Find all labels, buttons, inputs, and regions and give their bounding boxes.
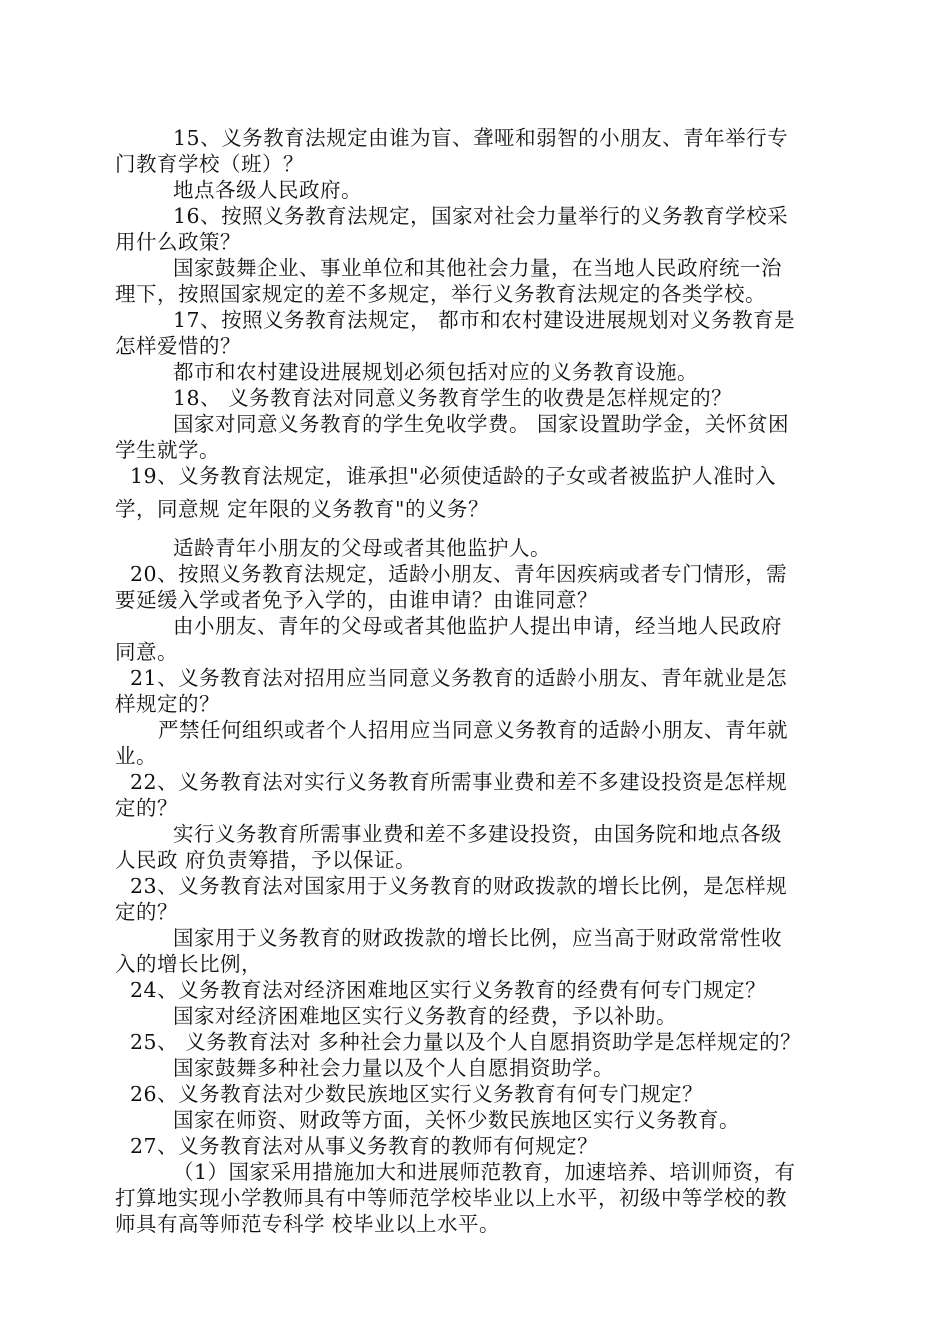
question-16-line-2: 用什么政策？ [115,230,241,254]
question-20-line-2: 要延缓入学或者免予入学的，由谁申请？由谁同意？ [115,588,598,612]
answer-18-line-1: 国家对同意义务教育的学生免收学费。 国家设置助学金，关怀贫困 [173,412,790,436]
answer-20-line-2: 同意。 [115,640,178,664]
answer-27-line-2: 打算地实现小学教师具有中等师范学校毕业以上水平，初级中等学校的教 [115,1186,787,1210]
question-20-line-1: 20、按照义务教育法规定，适龄小朋友、青年因疾病或者专门情形，需 [130,562,788,586]
question-19-line-1: 19、义务教育法规定，谁承担"必须使适龄的子女或者被监护人准时入 [130,464,777,488]
question-19-line-2: 学，同意规 定年限的义务教育"的义务？ [115,497,489,521]
question-17-line-1: 17、按照义务教育法规定， 都市和农村建设进展规划对义务教育是 [173,308,796,332]
answer-27-line-3: 师具有高等师范专科学 校毕业以上水平。 [115,1212,501,1236]
answer-16-line-1: 国家鼓舞企业、事业单位和其他社会力量，在当地人民政府统一治 [173,256,782,280]
answer-25-line-1: 国家鼓舞多种社会力量以及个人自愿捐资助学。 [173,1056,614,1080]
question-21-line-2: 样规定的？ [115,692,220,716]
question-27-line-1: 27、义务教育法对从事义务教育的教师有何规定？ [130,1134,599,1158]
question-21-line-1: 21、义务教育法对招用应当同意义务教育的适龄小朋友、青年就业是怎 [130,666,788,690]
question-25-line-1: 25、 义务教育法对 多种社会力量以及个人自愿捐资助学是怎样规定的？ [130,1030,802,1054]
answer-23-line-2: 入的增长比例， [115,952,262,976]
question-22-line-1: 22、义务教育法对实行义务教育所需事业费和差不多建设投资是怎样规 [130,770,788,794]
answer-26-line-1: 国家在师资、财政等方面，关怀少数民族地区实行义务教育。 [173,1108,740,1132]
question-17-line-2: 怎样爱惜的？ [115,334,241,358]
question-24-line-1: 24、义务教育法对经济困难地区实行义务教育的经费有何专门规定？ [130,978,767,1002]
question-22-line-2: 定的？ [115,796,178,820]
answer-19-line-1: 适龄青年小朋友的父母或者其他监护人。 [173,536,551,560]
answer-27-line-1: （1）国家采用措施加大和进展师范教育，加速培养、培训师资，有 [173,1160,796,1184]
answer-15-line-1: 地点各级人民政府。 [173,178,362,202]
answer-22-line-1: 实行义务教育所需事业费和差不多建设投资，由国务院和地点各级 [173,822,782,846]
question-23-line-1: 23、义务教育法对国家用于义务教育的财政拨款的增长比例，是怎样规 [130,874,788,898]
answer-21-line-1: 严禁任何组织或者个人招用应当同意义务教育的适龄小朋友、青年就 [158,718,788,742]
answer-22-line-2: 人民政 府负责筹措，予以保证。 [115,848,417,872]
answer-24-line-1: 国家对经济困难地区实行义务教育的经费，予以补助。 [173,1004,677,1028]
answer-16-line-2: 理下，按照国家规定的差不多规定，举行义务教育法规定的各类学校。 [115,282,766,306]
answer-18-line-2: 学生就学。 [115,438,220,462]
answer-17-line-1: 都市和农村建设进展规划必须包括对应的义务教育设施。 [173,360,698,384]
answer-21-line-2: 业。 [115,744,157,768]
question-16-line-1: 16、按照义务教育法规定，国家对社会力量举行的义务教育学校采 [173,204,789,228]
question-18-line-1: 18、 义务教育法对同意义务教育学生的收费是怎样规定的？ [173,386,733,410]
question-23-line-2: 定的？ [115,900,178,924]
answer-23-line-1: 国家用于义务教育的财政拨款的增长比例，应当高于财政常常性收 [173,926,782,950]
question-15-line-2: 门教育学校（班）？ [115,152,304,176]
question-15-line-1: 15、义务教育法规定由谁为盲、聋哑和弱智的小朋友、青年举行专 [173,126,789,150]
answer-20-line-1: 由小朋友、青年的父母或者其他监护人提出申请，经当地人民政府 [173,614,782,638]
question-26-line-1: 26、义务教育法对少数民族地区实行义务教育有何专门规定？ [130,1082,704,1106]
